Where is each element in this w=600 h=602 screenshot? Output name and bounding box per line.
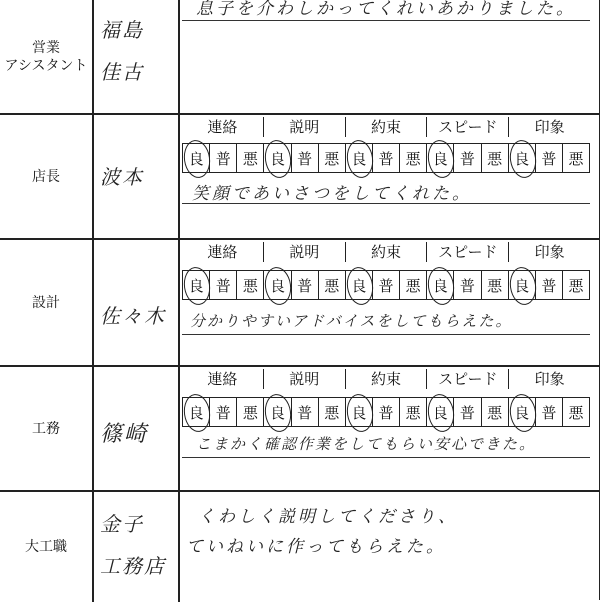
rating-average[interactable]: 普	[373, 144, 400, 172]
rating-bad[interactable]: 悪	[568, 149, 584, 168]
rating-average[interactable]: 普	[292, 398, 319, 426]
rating-group	[183, 144, 264, 172]
category-label: 連絡	[182, 242, 264, 262]
rating-good[interactable]: 良	[264, 271, 291, 299]
category-label: スピード	[427, 369, 509, 389]
staff-name-line: 福島	[100, 18, 144, 42]
handwritten-comment-line: ていねいに作ってもらえた。	[186, 537, 446, 557]
category-label: 連絡	[182, 369, 264, 389]
rating-average[interactable]: 普	[210, 398, 237, 426]
row-construction	[0, 365, 600, 490]
role-label: 大工職	[0, 492, 94, 602]
rating-bad[interactable]: 悪	[487, 276, 503, 295]
category-label: 印象	[534, 370, 565, 388]
staff-name-cell	[92, 115, 180, 238]
rating-average[interactable]: 普	[536, 144, 563, 172]
rating-group	[346, 271, 427, 299]
category-label: 説明	[264, 369, 346, 389]
rating-good[interactable]: 良	[264, 144, 291, 172]
rating-bad[interactable]: 悪	[568, 403, 584, 422]
rating-average[interactable]: 普	[536, 271, 563, 299]
rating-good[interactable]: 良	[509, 398, 536, 426]
rating-grid	[182, 397, 590, 427]
rating-good[interactable]: 良	[427, 271, 454, 299]
staff-name-line: 篠崎	[100, 422, 149, 447]
rating-grid	[182, 270, 590, 300]
rating-average[interactable]: 普	[454, 398, 481, 426]
comment-underline	[182, 334, 590, 335]
category-label: スピード	[427, 242, 509, 262]
rating-good[interactable]: 良	[509, 144, 536, 172]
rating-good[interactable]: 良	[427, 144, 454, 172]
rating-good[interactable]: 良	[183, 271, 210, 299]
rating-average[interactable]: 普	[210, 271, 237, 299]
row-store-manager	[0, 113, 600, 238]
rating-average[interactable]: 普	[454, 144, 481, 172]
staff-name-line: 佐々木	[100, 304, 166, 328]
comment-underline	[182, 20, 590, 21]
staff-name-cell	[92, 492, 180, 602]
rating-group	[509, 144, 589, 172]
rating-group	[183, 398, 264, 426]
category-label: 約束	[346, 242, 428, 262]
rating-good[interactable]: 良	[509, 271, 536, 299]
rating-categories	[182, 117, 590, 137]
comment-underline	[182, 203, 590, 204]
rating-good[interactable]: 良	[427, 398, 454, 426]
rating-bad[interactable]: 悪	[487, 149, 503, 168]
category-label: 印象	[534, 118, 565, 136]
rating-bad[interactable]: 悪	[324, 276, 340, 295]
rating-bad[interactable]: 悪	[405, 403, 421, 422]
rating-bad[interactable]: 悪	[242, 149, 258, 168]
rating-good[interactable]: 良	[183, 398, 210, 426]
rating-good[interactable]: 良	[183, 144, 210, 172]
category-label: 連絡	[182, 117, 264, 137]
row-sales-assistant	[0, 0, 600, 113]
rating-bad[interactable]: 悪	[487, 403, 503, 422]
staff-name-cell	[92, 240, 180, 365]
rating-group	[346, 144, 427, 172]
rating-average[interactable]: 普	[373, 398, 400, 426]
rating-bad[interactable]: 悪	[324, 403, 340, 422]
rating-good[interactable]: 良	[346, 144, 373, 172]
row-carpenter	[0, 490, 600, 602]
rating-group	[427, 144, 508, 172]
rating-bad[interactable]: 悪	[242, 403, 258, 422]
rating-group	[264, 271, 345, 299]
rating-good[interactable]: 良	[346, 271, 373, 299]
role-label: 営業 アシスタント	[0, 0, 94, 113]
category-label: 説明	[264, 117, 346, 137]
rating-average[interactable]: 普	[454, 271, 481, 299]
handwritten-comment: 分かりやすいアドバイスをしてもらえた。	[190, 312, 513, 330]
staff-name-line: 金子	[100, 512, 144, 536]
rating-grid	[182, 143, 590, 173]
role-label: 店長	[0, 115, 94, 238]
handwritten-comment: 息子を介わしかってくれいあかりました。	[196, 0, 576, 19]
category-label: 約束	[346, 117, 428, 137]
staff-name-line: 工務店	[100, 554, 166, 578]
rating-group	[264, 398, 345, 426]
handwritten-comment: 笑顔であいさつをしてくれた。	[192, 184, 472, 204]
rating-categories	[182, 242, 590, 262]
rating-average[interactable]: 普	[536, 398, 563, 426]
category-label: 印象	[534, 243, 565, 261]
category-label: 約束	[346, 369, 428, 389]
rating-good[interactable]: 良	[264, 398, 291, 426]
staff-name-cell	[92, 367, 180, 490]
role-label: 工務	[0, 367, 94, 490]
handwritten-comment-line: くわしく説明してくださり、	[198, 507, 458, 527]
staff-name-line: 波本	[100, 165, 144, 189]
rating-group	[183, 271, 264, 299]
row-design	[0, 238, 600, 365]
staff-name-line: 佳古	[100, 60, 144, 84]
handwritten-comment: こまかく確認作業をしてもらい安心できた。	[196, 435, 537, 453]
rating-bad[interactable]: 悪	[242, 276, 258, 295]
rating-group	[509, 271, 589, 299]
rating-average[interactable]: 普	[210, 144, 237, 172]
rating-group	[509, 398, 589, 426]
rating-bad[interactable]: 悪	[324, 149, 340, 168]
rating-group	[427, 271, 508, 299]
rating-bad[interactable]: 悪	[405, 149, 421, 168]
comment-underline	[182, 457, 590, 458]
rating-categories	[182, 369, 590, 389]
rating-average[interactable]: 普	[292, 271, 319, 299]
rating-average[interactable]: 普	[292, 144, 319, 172]
rating-good[interactable]: 良	[346, 398, 373, 426]
rating-average[interactable]: 普	[373, 271, 400, 299]
rating-group	[427, 398, 508, 426]
rating-group	[264, 144, 345, 172]
category-label: 説明	[264, 242, 346, 262]
category-label: スピード	[427, 117, 509, 137]
rating-bad[interactable]: 悪	[405, 276, 421, 295]
role-label: 設計	[0, 240, 94, 365]
staff-name-cell	[92, 0, 180, 113]
rating-bad[interactable]: 悪	[568, 276, 584, 295]
rating-group	[346, 398, 427, 426]
